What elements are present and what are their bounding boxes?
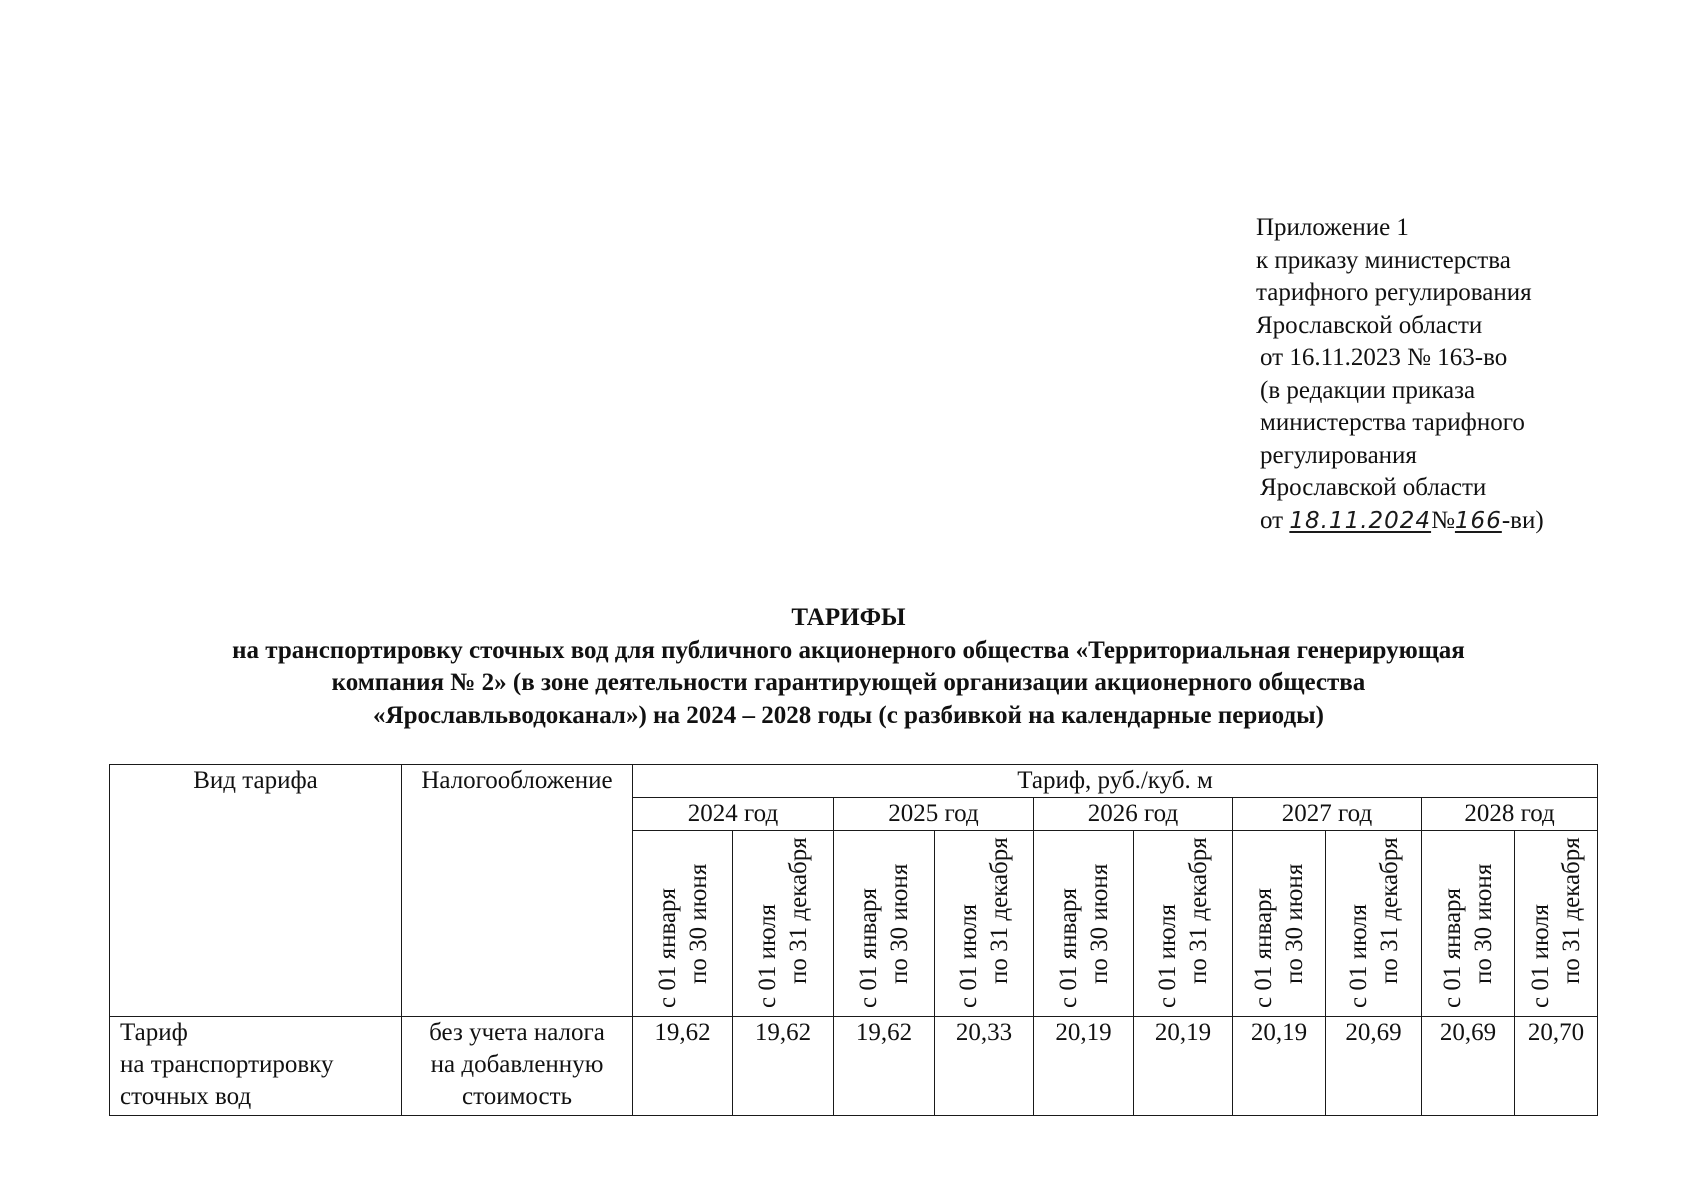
period-line: с 01 июля [754,903,781,1008]
period-line: с 01 июля [1154,903,1181,1008]
appendix-order-reference [1256,505,1676,538]
period-line: с 01 июля [955,903,982,1008]
tax-line: стоимость [462,1083,572,1110]
appendix-line: министерства тарифного [1260,409,1525,436]
row-tariff-type [110,1017,402,1116]
tariff-value: 20,19 [1233,1017,1326,1116]
handwritten-number: 166 [1454,507,1502,534]
period-line: по 30 июня [1085,863,1113,984]
period-line: по 30 июня [886,863,913,984]
title-line: на транспортировку сточных вод для публичного акционерного общества «Территориальная генерирующая [232,636,1465,664]
title-heading: ТАРИФЫ [791,604,906,631]
period-line: по 30 июня [1281,863,1308,984]
appendix-line: Приложение 1 [1256,214,1409,241]
title-line: «Ярославльводоканал») на 2024 – 2028 годы (с разбивкой на календарные периоды) [373,701,1324,729]
header-year: 2024 год [633,798,834,831]
period-line: по 31 декабря [986,837,1013,984]
tariff-value: 20,33 [935,1017,1034,1116]
period-line: с 01 января [653,887,681,1008]
period-line: с 01 января [1439,887,1466,1008]
header-year: 2027 год [1233,798,1422,831]
period-line: по 31 декабря [1185,837,1212,984]
appendix-line: от 16.11.2023 № 163-во [1260,344,1508,371]
period-line: по 31 декабря [1558,837,1586,984]
number-sign: № [1431,506,1455,534]
header-period-second-half [935,831,1034,1017]
tariff-value: 20,70 [1515,1017,1598,1116]
period-line: по 31 декабря [1375,837,1403,984]
tariff-type-line: Тариф [120,1019,188,1046]
appendix-line: тарифного регулирования [1256,279,1532,306]
tariff-value: 20,69 [1326,1017,1422,1116]
period-line: с 01 января [855,887,882,1008]
header-period-first-half [1233,831,1326,1017]
header-tariff: Тариф, руб./куб. м [633,765,1598,798]
tariff-value: 20,19 [1134,1017,1233,1116]
period-line: с 01 июля [1344,903,1372,1008]
header-period-first-half [1422,831,1515,1017]
period-line: с 01 января [1250,887,1277,1008]
tax-line: на добавленную [430,1051,604,1078]
header-period-first-half [834,831,935,1017]
title-line: компания № 2» (в зоне деятельности гарантирующей организации акционерного общества [331,669,1366,696]
tax-line: без учета налога [429,1019,605,1046]
appendix-prefix: от [1260,506,1284,534]
period-line: по 31 декабря [785,837,812,984]
tariff-value: 20,19 [1034,1017,1134,1116]
tariff-table [109,764,1598,1116]
appendix-line: к приказу министерства [1256,246,1511,274]
tariff-type-line: сточных вод [120,1083,252,1110]
header-period-second-half [1134,831,1233,1017]
period-line: по 30 июня [1470,863,1497,984]
period-line: по 30 июня [684,863,712,984]
header-period-second-half [1326,831,1422,1017]
period-line: с 01 января [1054,887,1082,1008]
header-taxation: Налогообложение [402,765,633,1017]
appendix-block [1256,212,1676,537]
appendix-line: регулирования [1260,441,1417,469]
header-year: 2026 год [1034,798,1233,831]
tariff-value: 19,62 [733,1017,834,1116]
header-period-first-half [1034,831,1134,1017]
header-tariff-type: Вид тарифа [110,765,402,1017]
header-period-second-half [1515,831,1598,1017]
tariff-value: 20,69 [1422,1017,1515,1116]
tariff-type-line: на транспортировку [120,1051,334,1078]
header-year: 2025 год [834,798,1034,831]
document-title [0,602,1697,732]
appendix-line: (в редакции приказа [1260,376,1476,404]
row-taxation [402,1017,633,1116]
appendix-line: Ярославской области [1260,474,1487,501]
tariff-value: 19,62 [633,1017,733,1116]
handwritten-date: 18.11.2024 [1289,507,1432,534]
appendix-line: Ярославской области [1256,311,1483,339]
header-period-first-half [633,831,733,1017]
header-period-second-half [733,831,834,1017]
tariff-value: 19,62 [834,1017,935,1116]
appendix-suffix: -ви) [1501,506,1544,534]
header-year: 2028 год [1422,798,1598,831]
period-line: с 01 июля [1527,903,1555,1008]
